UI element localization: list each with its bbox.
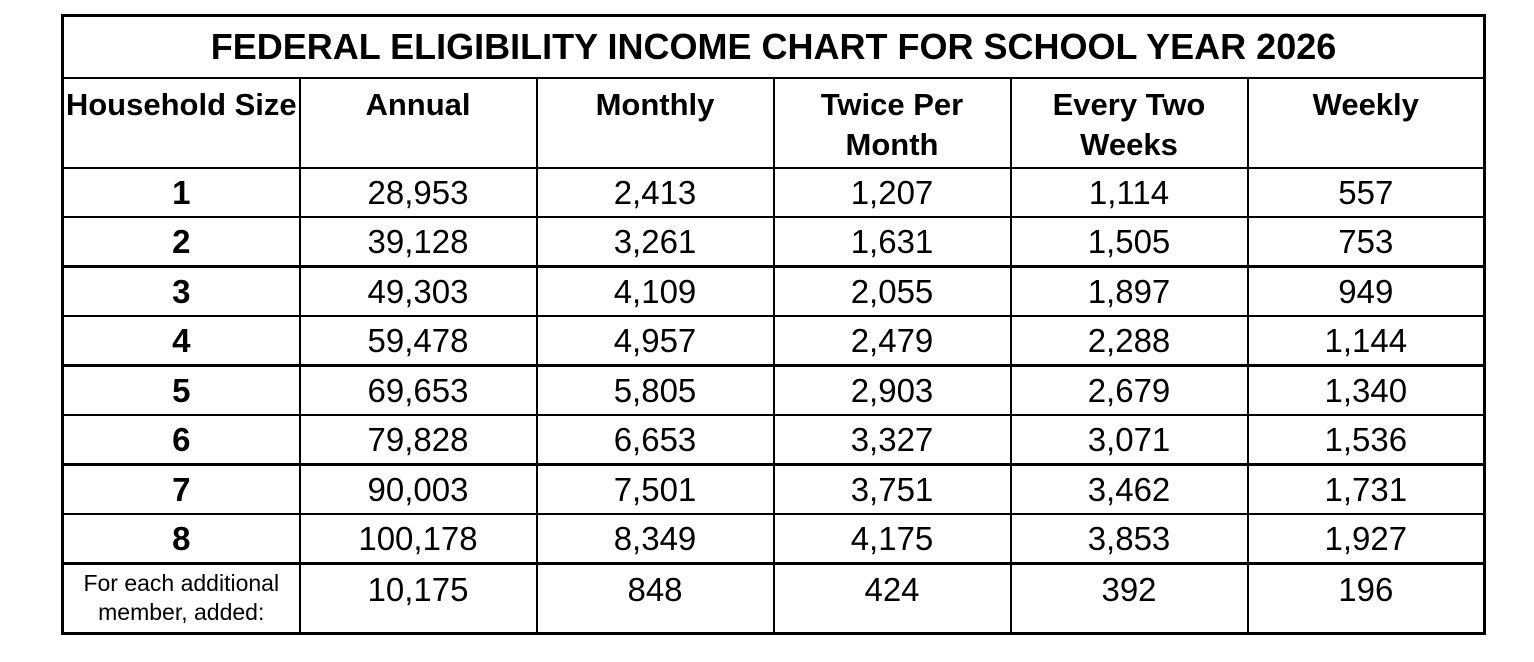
- household-size-cell: 6: [63, 415, 300, 465]
- every-two-weeks-cell: 3,462: [1011, 465, 1248, 515]
- twice-per-month-cell: 424: [774, 564, 1011, 634]
- table-row: [63, 316, 1485, 366]
- every-two-weeks-cell: 392: [1011, 564, 1248, 634]
- weekly-cell: 1,927: [1248, 514, 1485, 564]
- household-size-cell: 2: [63, 217, 300, 267]
- annual-cell: 90,003: [300, 465, 537, 515]
- title-row: [63, 16, 1485, 79]
- weekly-cell: 1,144: [1248, 316, 1485, 366]
- twice-per-month-cell: 2,479: [774, 316, 1011, 366]
- weekly-cell: 753: [1248, 217, 1485, 267]
- annual-cell: 28,953: [300, 168, 537, 217]
- column-header-label: Every Two Weeks: [1052, 87, 1206, 162]
- column-header-label: Monthly: [595, 87, 715, 122]
- twice-per-month-cell: 2,055: [774, 267, 1011, 317]
- table-row: [63, 415, 1485, 465]
- household-size-cell: 5: [63, 366, 300, 416]
- weekly-cell: 1,731: [1248, 465, 1485, 515]
- every-two-weeks-cell: 2,679: [1011, 366, 1248, 416]
- twice-per-month-cell: 3,751: [774, 465, 1011, 515]
- column-header-weekly: [1248, 78, 1485, 168]
- weekly-cell: 1,340: [1248, 366, 1485, 416]
- column-header-label: Twice Per Month: [820, 87, 964, 162]
- monthly-cell: 4,957: [537, 316, 774, 366]
- monthly-cell: 848: [537, 564, 774, 634]
- weekly-cell: 196: [1248, 564, 1485, 634]
- household-size-cell: 1: [63, 168, 300, 217]
- twice-per-month-cell: 1,207: [774, 168, 1011, 217]
- column-header-household-size: [63, 78, 300, 168]
- twice-per-month-cell: 2,903: [774, 366, 1011, 416]
- every-two-weeks-cell: 3,853: [1011, 514, 1248, 564]
- annual-cell: 10,175: [300, 564, 537, 634]
- annual-cell: 100,178: [300, 514, 537, 564]
- additional-member-row: [63, 564, 1485, 634]
- twice-per-month-cell: 4,175: [774, 514, 1011, 564]
- every-two-weeks-cell: 2,288: [1011, 316, 1248, 366]
- monthly-cell: 7,501: [537, 465, 774, 515]
- household-size-cell: 3: [63, 267, 300, 317]
- monthly-cell: 4,109: [537, 267, 774, 317]
- annual-cell: 69,653: [300, 366, 537, 416]
- table-row: [63, 267, 1485, 317]
- weekly-cell: 557: [1248, 168, 1485, 217]
- annual-cell: 49,303: [300, 267, 537, 317]
- household-size-cell: 7: [63, 465, 300, 515]
- column-header-twice-per-month: [774, 78, 1011, 168]
- monthly-cell: 5,805: [537, 366, 774, 416]
- table-row: [63, 514, 1485, 564]
- household-size-cell: 4: [63, 316, 300, 366]
- column-header-every-two-weeks: [1011, 78, 1248, 168]
- monthly-cell: 3,261: [537, 217, 774, 267]
- every-two-weeks-cell: 1,114: [1011, 168, 1248, 217]
- monthly-cell: 8,349: [537, 514, 774, 564]
- column-header-row: [63, 78, 1485, 168]
- chart-title: FEDERAL ELIGIBILITY INCOME CHART FOR SCHOOL YEAR 2026: [63, 16, 1485, 79]
- every-two-weeks-cell: 1,897: [1011, 267, 1248, 317]
- additional-member-label: For each additional member, added:: [63, 564, 300, 634]
- column-header-label: Annual: [365, 87, 471, 122]
- column-header-monthly: [537, 78, 774, 168]
- column-header-annual: [300, 78, 537, 168]
- monthly-cell: 2,413: [537, 168, 774, 217]
- household-size-cell: 8: [63, 514, 300, 564]
- every-two-weeks-cell: 1,505: [1011, 217, 1248, 267]
- column-header-label: Weekly: [1312, 87, 1419, 122]
- table-row: [63, 366, 1485, 416]
- annual-cell: 59,478: [300, 316, 537, 366]
- monthly-cell: 6,653: [537, 415, 774, 465]
- table-row: [63, 465, 1485, 515]
- table-row: [63, 168, 1485, 217]
- annual-cell: 79,828: [300, 415, 537, 465]
- twice-per-month-cell: 3,327: [774, 415, 1011, 465]
- weekly-cell: 1,536: [1248, 415, 1485, 465]
- table-row: [63, 217, 1485, 267]
- twice-per-month-cell: 1,631: [774, 217, 1011, 267]
- annual-cell: 39,128: [300, 217, 537, 267]
- weekly-cell: 949: [1248, 267, 1485, 317]
- column-header-label: Household Size: [65, 87, 297, 122]
- income-eligibility-table: [61, 14, 1486, 635]
- every-two-weeks-cell: 3,071: [1011, 415, 1248, 465]
